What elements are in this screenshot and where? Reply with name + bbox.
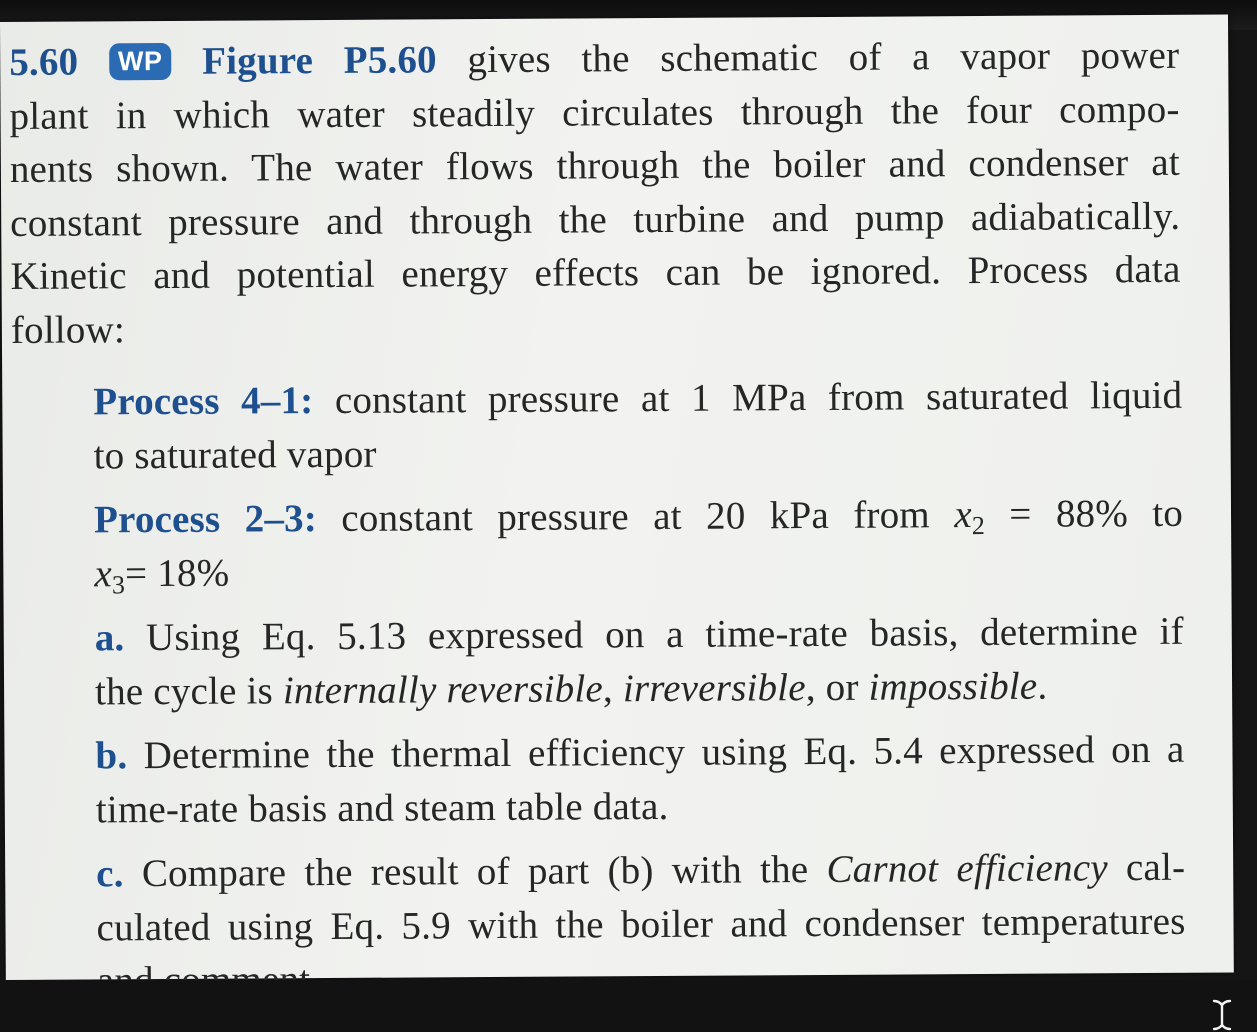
process-2-3-line-2 xyxy=(94,540,1183,600)
part-a-text-1: Using Eq. 5.13 expressed on a time-rate basis, determine if xyxy=(145,609,1184,660)
part-b-text-2: time-rate basis and steam table data. xyxy=(95,784,669,831)
x2-expression xyxy=(954,493,986,541)
x3-variable: x xyxy=(94,551,113,595)
part-c-label: c. xyxy=(96,852,124,896)
part-c-text-2: culated using Eq. 5.9 with the boiler and condenser temperatures xyxy=(96,899,1186,949)
process-2-3-text-1: constant pressure at 20 kPa from xyxy=(341,493,931,540)
term-impossible: impossible xyxy=(868,664,1038,709)
part-b-label: b. xyxy=(95,734,128,778)
part-a-end: . xyxy=(1037,664,1048,708)
x2-value: = 88% to xyxy=(1009,491,1184,536)
part-b xyxy=(95,723,1185,837)
x2-subscript: 2 xyxy=(971,510,986,541)
x3-value: = 18% xyxy=(124,551,230,595)
part-a-line-1 xyxy=(95,605,1184,665)
process-4-1-text-2: to saturated vapor xyxy=(93,432,377,477)
process-4-1-label: Process 4–1: xyxy=(93,379,314,424)
intro-line-2: plant in which water steadily circulates through the four compo- xyxy=(9,87,1180,138)
part-a-text-2: the cycle is xyxy=(94,668,274,713)
term-carnot-efficiency: Carnot efficiency xyxy=(826,846,1108,891)
x3-subscript: 3 xyxy=(111,569,126,599)
intro-line-4: constant pressure and through the turbine and pump adiabatically. xyxy=(10,194,1181,245)
part-b-text-1: Determine the thermal efficiency using Eq. 5.4 expressed on a xyxy=(143,727,1185,778)
part-a-sep-2: , or xyxy=(805,665,859,709)
part-c-text-1: Compare the result of part (b) with the xyxy=(141,848,809,896)
part-a-label: a. xyxy=(94,616,125,660)
part-c-text-1-end: cal- xyxy=(1125,845,1186,890)
wp-badge: WP xyxy=(109,43,172,80)
problem-number: 5.60 xyxy=(9,40,79,84)
intro-line-5: Kinetic and potential energy effects can be ignored. Process data xyxy=(10,247,1181,298)
text-cursor-icon xyxy=(1211,998,1233,1032)
process-4-1-line-1 xyxy=(93,369,1182,429)
part-a xyxy=(95,605,1185,719)
textbook-page xyxy=(0,14,1234,979)
intro-line-3: nents shown. The water flows through the boiler and condenser at xyxy=(9,140,1181,191)
x2-variable: x xyxy=(954,493,972,537)
process-2-3-label: Process 2–3: xyxy=(93,497,318,542)
intro-line-1: gives the schematic of a vapor power xyxy=(467,33,1180,82)
part-a-line-2 xyxy=(95,658,1184,718)
part-c-line-1 xyxy=(96,841,1185,901)
part-b-line-1 xyxy=(95,723,1184,783)
process-4-1-text-1: constant pressure at 1 MPa from saturated liquid xyxy=(334,373,1183,422)
intro-line-6: follow: xyxy=(10,307,126,352)
term-irreversible: irreversible xyxy=(622,665,806,710)
part-a-sep-1: , xyxy=(602,666,614,710)
figure-reference: Figure P5.60 xyxy=(201,38,437,83)
process-2-3-line-1 xyxy=(94,487,1183,547)
problem-statement xyxy=(9,29,1181,357)
process-4-1 xyxy=(93,369,1183,483)
problem-header-line xyxy=(9,29,1179,90)
process-2-3 xyxy=(94,487,1184,601)
background-bottom xyxy=(0,980,1257,1032)
term-internally-reversible: internally reversible xyxy=(282,666,604,712)
